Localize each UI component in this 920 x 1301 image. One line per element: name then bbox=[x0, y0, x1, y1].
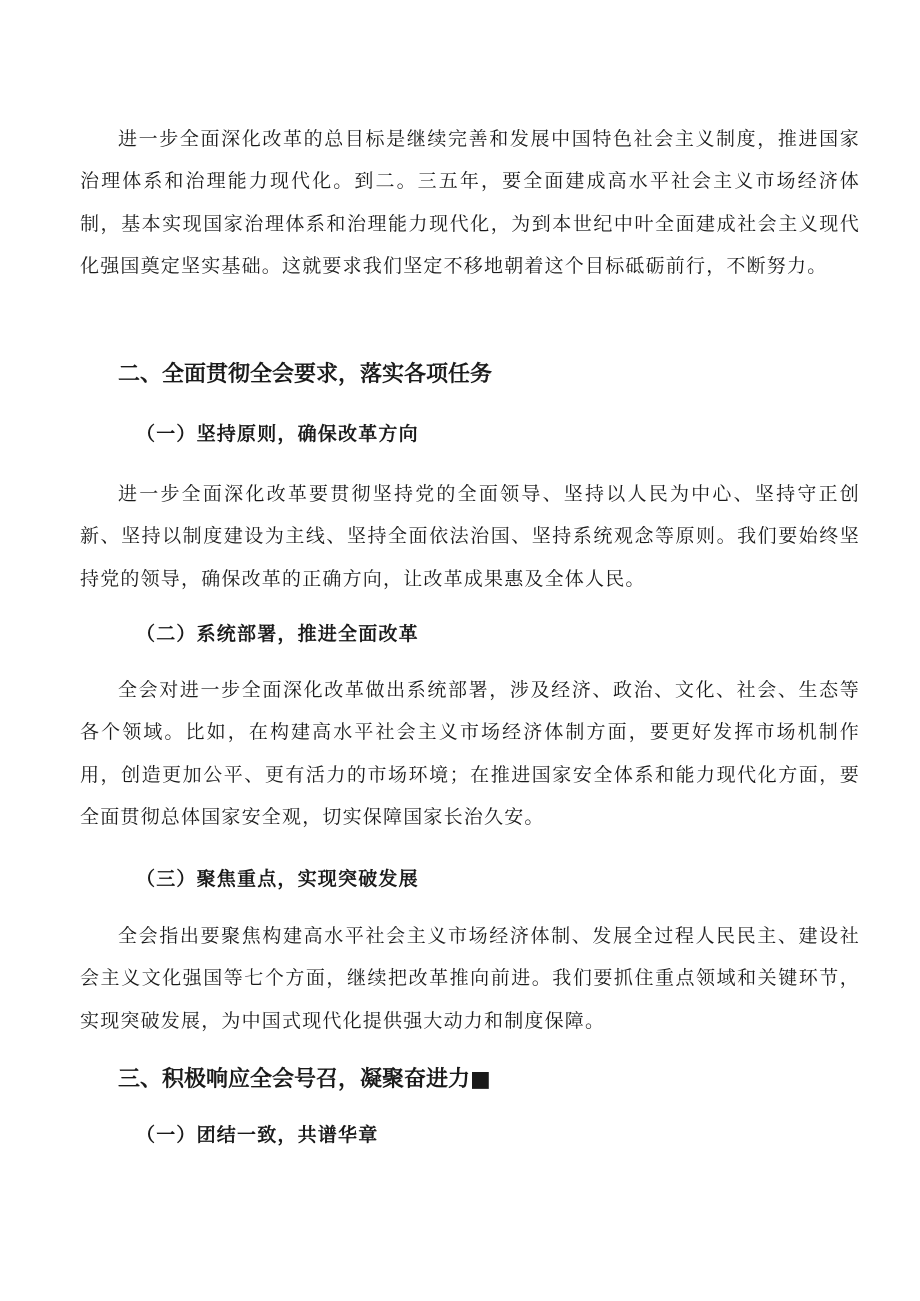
section-3-heading: 三、积极响应全会号召，凝聚奋进力■ bbox=[118, 1067, 491, 1092]
section-3-sub-1-title: （一）团结一致，共谱华章 bbox=[136, 1124, 379, 1146]
section-2-sub-3-body: 全会指出要聚焦构建高水平社会主义市场经济体制、发展全过程人民民主、建设社会主义文化强国等七个方面，继续把改革推向前进。我们要抓住重点领域和关键环节，实现突破发展，为中国式现代化提供强大动力和制度保障。 bbox=[80, 925, 860, 1032]
section-2-sub-1-title: （一）坚持原则，确保改革方向 bbox=[136, 423, 419, 445]
intro-paragraph: 进一步全面深化改革的总目标是继续完善和发展中国特色社会主义制度，推进国家治理体系和治理能力现代化。到二。三五年，要全面建成高水平社会主义市场经济体制，基本实现国家治理体系和治理能力现代化，为到本世纪中叶全面建成社会主义现代化强国奠定坚实基础。这就要求我们坚定不移地朝着这个目标砥砺前行，不断努力。 bbox=[80, 128, 860, 277]
section-2-heading: 二、全面贯彻全会要求，落实各项任务 bbox=[118, 362, 493, 387]
section-2-sub-1-body: 进一步全面深化改革要贯彻坚持党的全面领导、坚持以人民为中心、坚持守正创新、坚持以制度建设为主线、坚持全面依法治国、坚持系统观念等原则。我们要始终坚持党的领导，确保改革的正确方向，让改革成果惠及全体人民。 bbox=[80, 483, 860, 590]
section-2-sub-2-title: （二）系统部署，推进全面改革 bbox=[136, 623, 419, 645]
section-2-sub-3-title: （三）聚焦重点，实现突破发展 bbox=[136, 868, 419, 890]
section-2-sub-2-body: 全会对进一步全面深化改革做出系统部署，涉及经济、政治、文化、社会、生态等各个领域。比如，在构建高水平社会主义市场经济体制方面，要更好发挥市场机制作用，创造更加公平、更有活力的市场环境；在推进国家安全体系和能力现代化方面，要全面贯彻总体国家安全观，切实保障国家长治久安。 bbox=[80, 679, 860, 828]
